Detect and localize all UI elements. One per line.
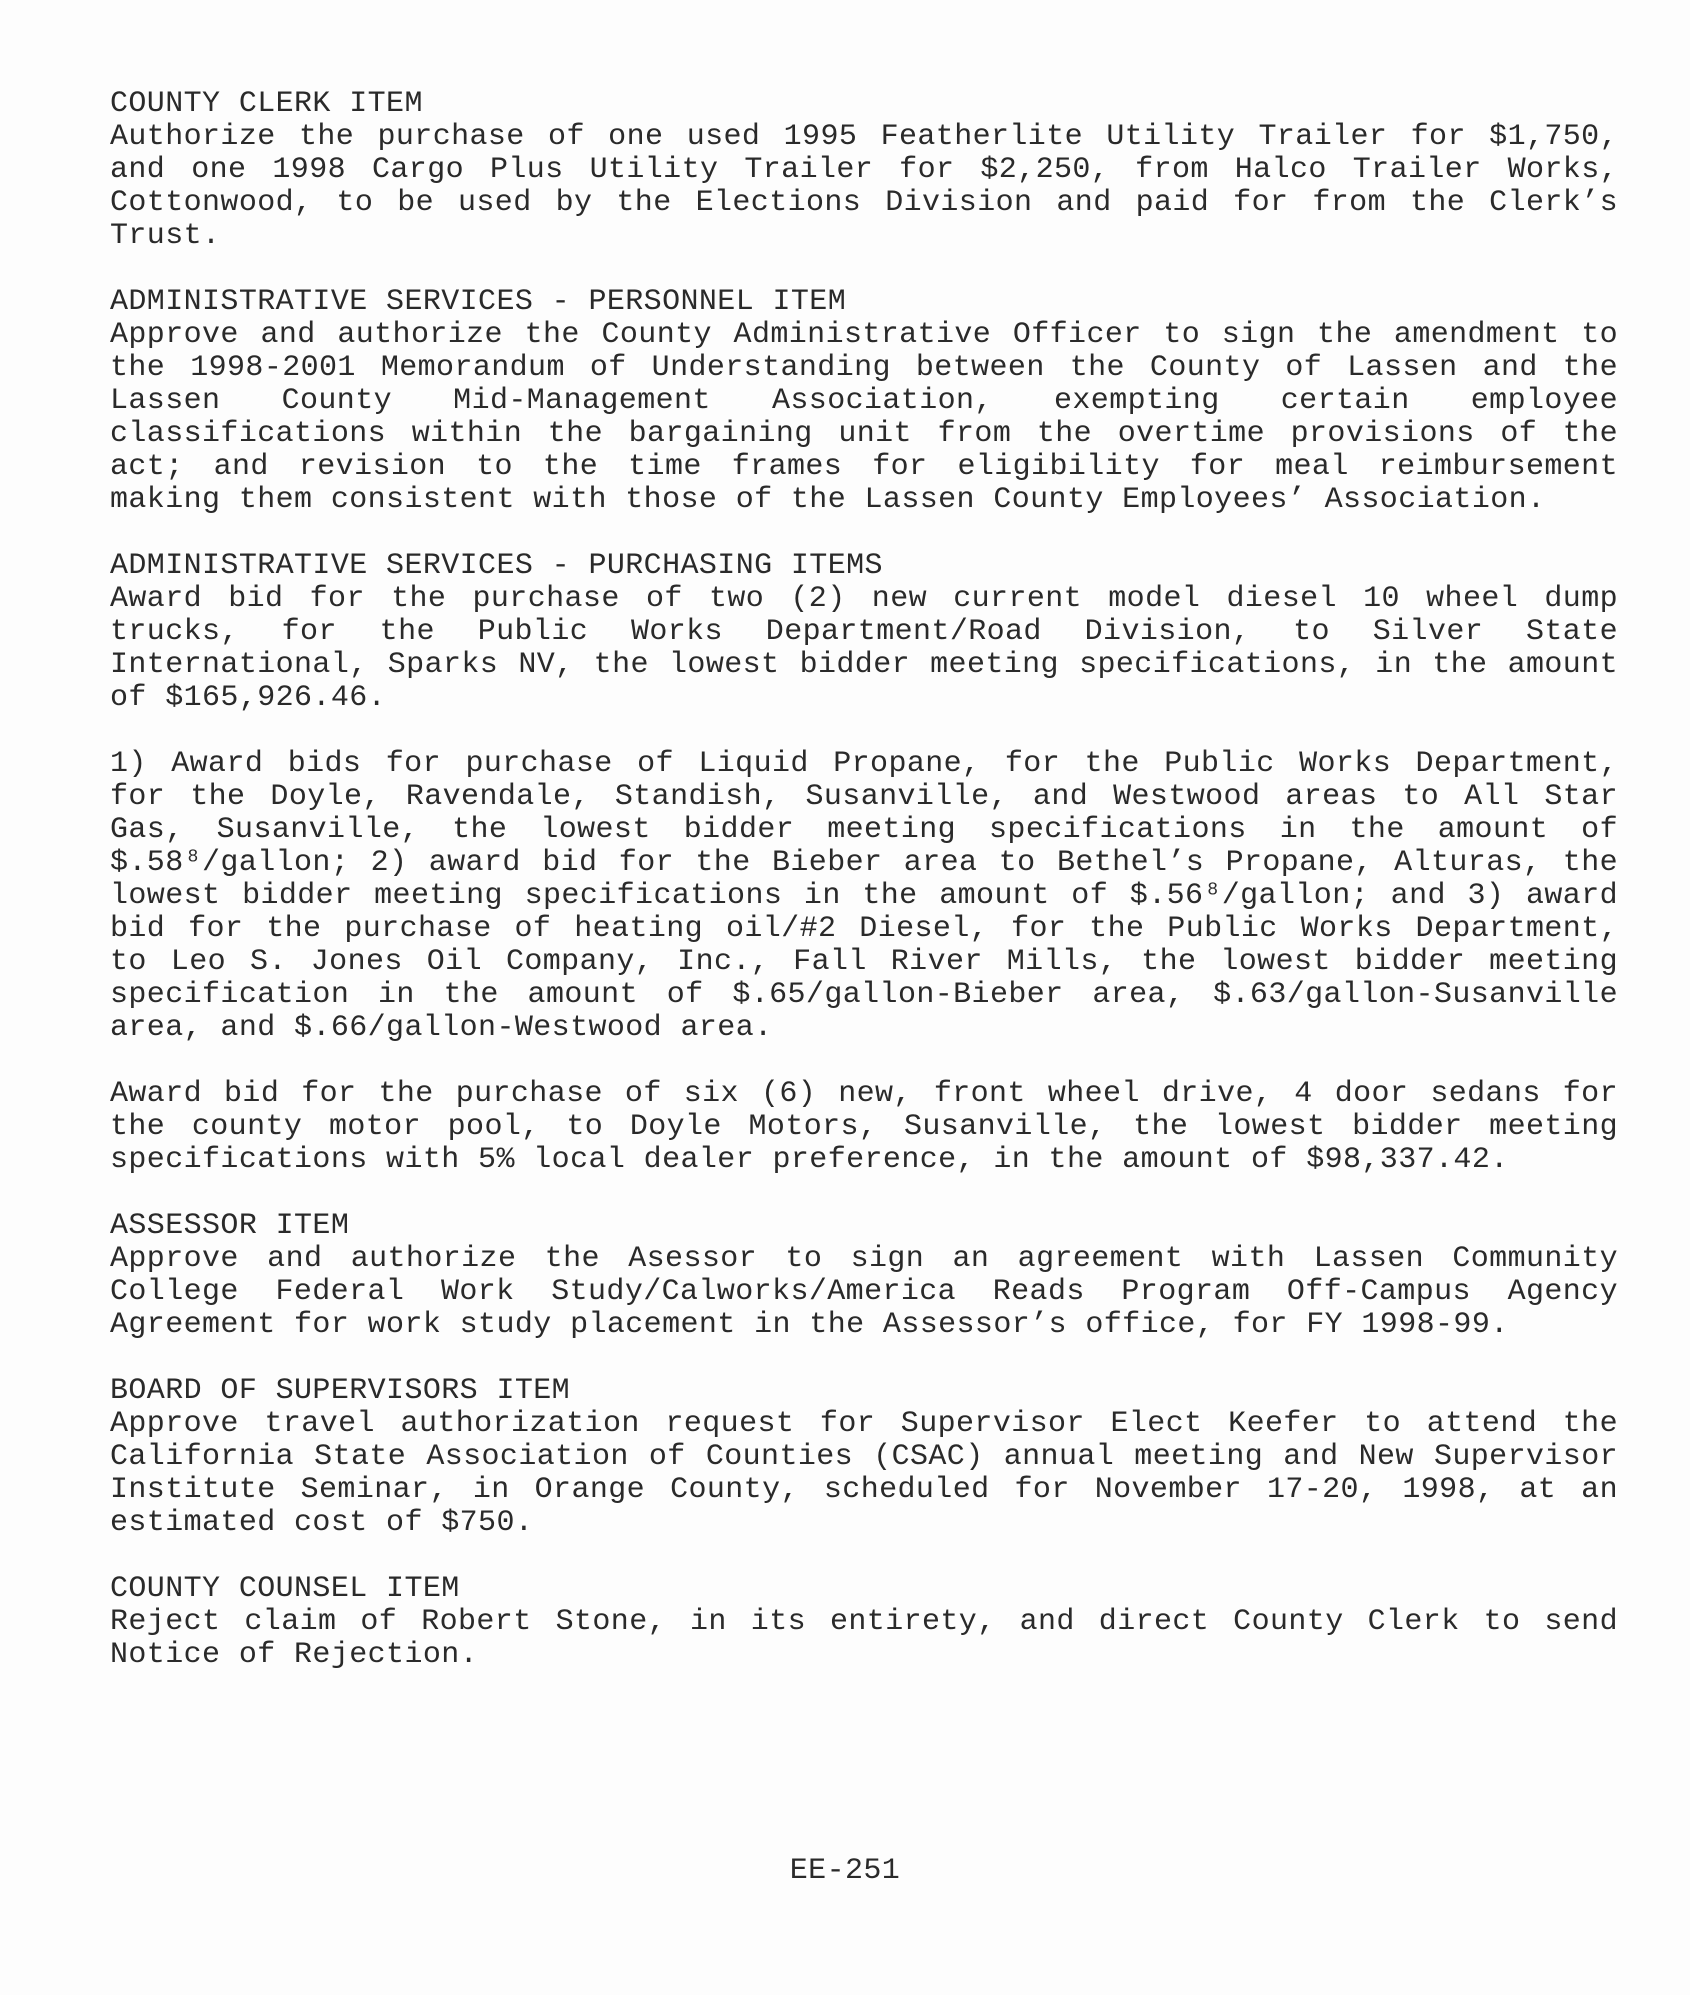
- section-admin-personnel: [110, 286, 1618, 517]
- section-heading: ADMINISTRATIVE SERVICES - PURCHASING ITEMS: [110, 549, 883, 583]
- section-sedan-bids: [110, 1078, 1618, 1177]
- section-heading: COUNTY CLERK ITEM: [110, 87, 423, 121]
- section-board-of-supervisors: [110, 1375, 1618, 1540]
- section-paragraph: Approve and authorize the County Administrative Officer to sign the amendment to the 1998-2001 Memorandum of Understanding between the County of Lassen and the Lassen County Mid-Management Association, exempting certain employee classifications within the bargaining unit from the overtime provisions of the act; and revision to the time frames for eligibility for meal reimbursement making them consistent with those of the Lassen County Employees’ Association.: [110, 318, 1618, 517]
- document-body: [110, 88, 1618, 1705]
- section-heading: ADMINISTRATIVE SERVICES - PERSONNEL ITEM: [110, 285, 847, 319]
- section-heading: BOARD OF SUPERVISORS ITEM: [110, 1374, 571, 1408]
- page-number: EE-251: [789, 1854, 901, 1888]
- section-admin-purchasing: [110, 550, 1618, 715]
- section-assessor: [110, 1210, 1618, 1342]
- section-heading: ASSESSOR ITEM: [110, 1209, 350, 1243]
- section-county-clerk: [110, 88, 1618, 253]
- section-paragraph: Award bid for the purchase of two (2) new current model diesel 10 wheel dump trucks, for the Public Works Department/Road Division, to Silver State International, Sparks NV, the lowest bidder meeting specifications, in the amount of $165,926.46.: [110, 582, 1618, 715]
- section-paragraph: Authorize the purchase of one used 1995 Featherlite Utility Trailer for $1,750, and one 1998 Cargo Plus Utility Trailer for $2,250, from Halco Trailer Works, Cottonwood, to be used by the Elections Division and paid for from the Clerk’s Trust.: [110, 120, 1618, 253]
- section-paragraph: 1) Award bids for purchase of Liquid Propane, for the Public Works Department, for the Doyle, Ravendale, Standish, Susanville, and Westwood areas to All Star Gas, Susanville, the lowest bidder meeting specifications in the amount of $.58⁸/gallon; 2) award bid for the Bieber area to Bethel’s Propane, Alturas, the lowest bidder meeting specifications in the amount of $.56⁸/gallon; and 3) award bid for the purchase of heating oil/#2 Diesel, for the Public Works Department, to Leo S. Jones Oil Company, Inc., Fall River Mills, the lowest bidder meeting specification in the amount of $.65/gallon-Bieber area, $.63/gallon-Susanville area, and $.66/gallon-Westwood area.: [110, 747, 1618, 1045]
- section-paragraph: Award bid for the purchase of six (6) new, front wheel drive, 4 door sedans for the county motor pool, to Doyle Motors, Susanville, the lowest bidder meeting specifications with 5% local dealer preference, in the amount of $98,337.42.: [110, 1077, 1618, 1177]
- section-paragraph: Approve and authorize the Asessor to sign an agreement with Lassen Community College Federal Work Study/Calworks/America Reads Program Off-Campus Agency Agreement for work study placement in the Assessor’s office, for FY 1998-99.: [110, 1242, 1618, 1342]
- section-paragraph: Approve travel authorization request for Supervisor Elect Keefer to attend the California State Association of Counties (CSAC) annual meeting and New Supervisor Institute Seminar, in Orange County, scheduled for November 17-20, 1998, at an estimated cost of $750.: [110, 1407, 1618, 1540]
- section-county-counsel: [110, 1573, 1618, 1672]
- section-heading: COUNTY COUNSEL ITEM: [110, 1572, 460, 1606]
- section-paragraph: Reject claim of Robert Stone, in its entirety, and direct County Clerk to send Notice of Rejection.: [110, 1605, 1618, 1672]
- section-propane-bids: [110, 748, 1618, 1045]
